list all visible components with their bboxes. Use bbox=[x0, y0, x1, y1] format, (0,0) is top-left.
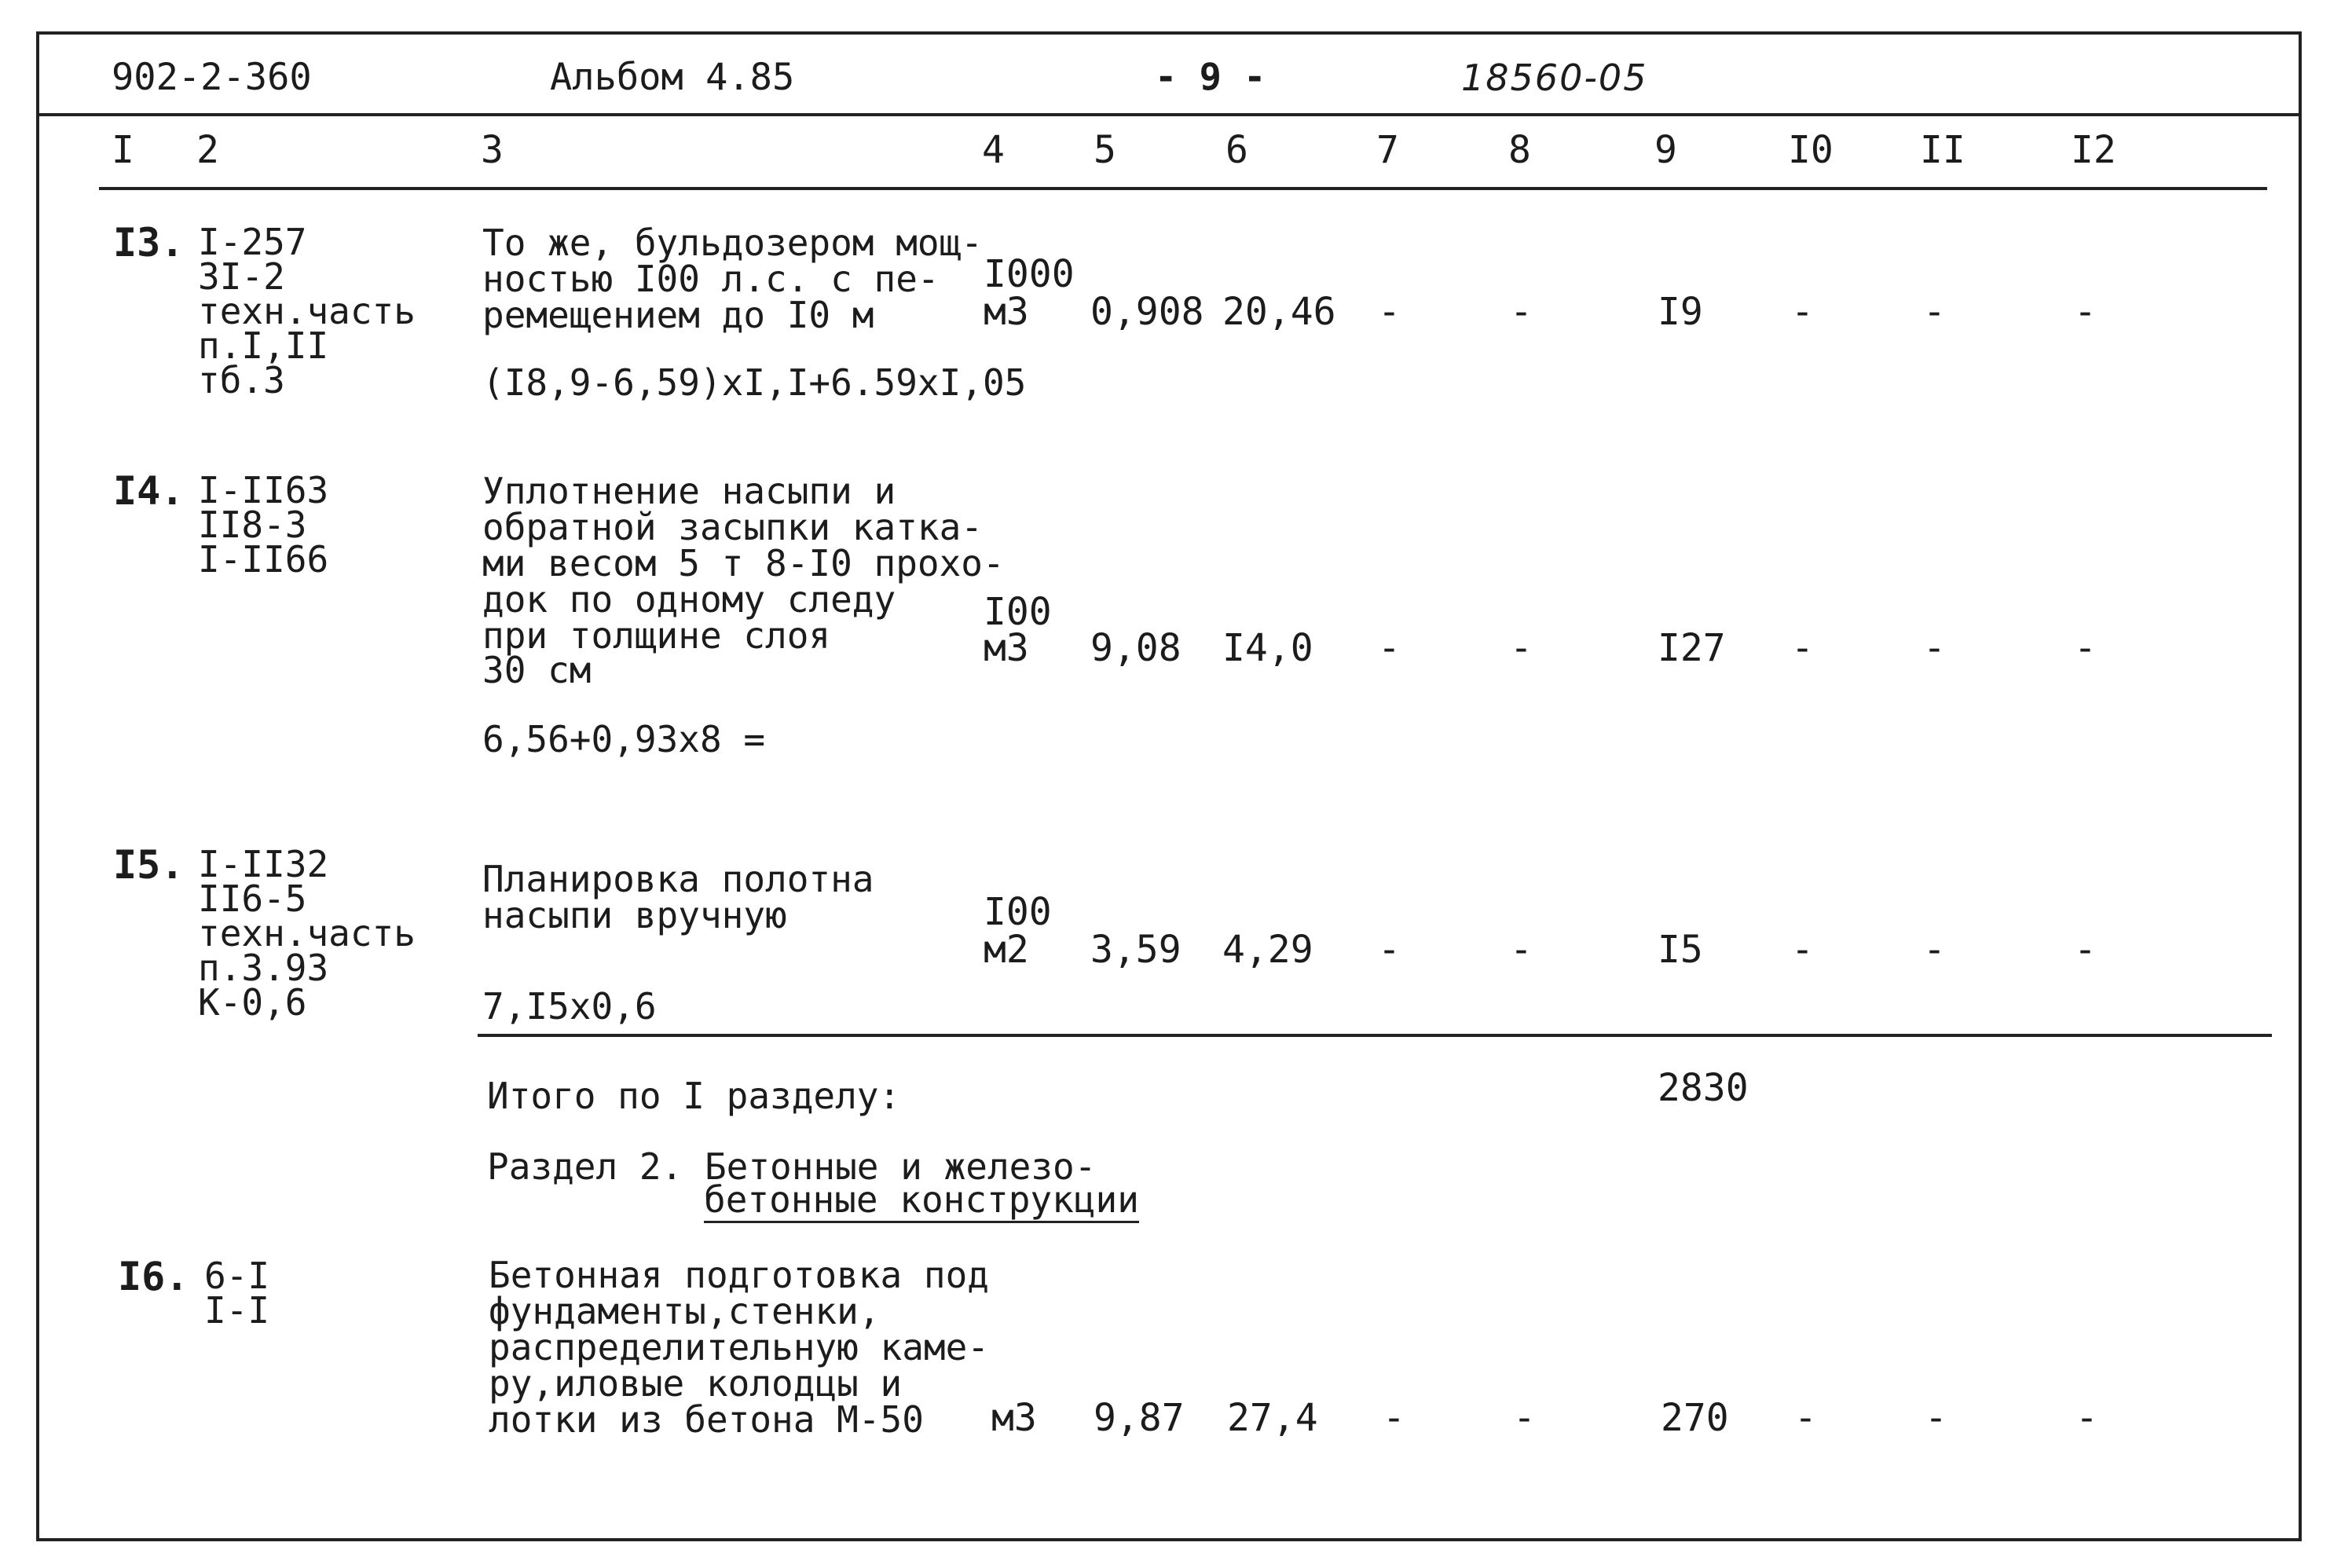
norm-code: II6-5 bbox=[198, 877, 307, 920]
column-header-3: 3 bbox=[481, 128, 504, 172]
cell-col10: - bbox=[1794, 1396, 1817, 1440]
column-header-5: 5 bbox=[1094, 128, 1116, 172]
cell-col10: - bbox=[1791, 928, 1814, 972]
calculation-formula: 7,I5x0,6 bbox=[482, 985, 657, 1028]
document-code: 902-2-360 bbox=[112, 56, 312, 99]
cell-col8: - bbox=[1510, 626, 1533, 670]
cell-col8: - bbox=[1510, 290, 1533, 334]
cell-col11: - bbox=[1923, 290, 1946, 334]
cell-col9: 270 bbox=[1661, 1396, 1729, 1440]
subtotal-divider bbox=[478, 1034, 2272, 1037]
cell-col5: 9,87 bbox=[1094, 1396, 1185, 1440]
cell-col12: - bbox=[2075, 1396, 2098, 1440]
work-description-line: ностью I00 л.с. с пе- bbox=[482, 258, 940, 300]
work-description-line: ру,иловые колодцы и bbox=[489, 1362, 903, 1405]
work-description-line: лотки из бетона М-50 bbox=[489, 1398, 924, 1441]
norm-code: тб.3 bbox=[198, 359, 285, 401]
unit-measure: м3 bbox=[984, 290, 1029, 334]
cell-col7: - bbox=[1378, 928, 1401, 972]
page-number: - 9 - bbox=[1155, 56, 1266, 99]
work-description-line: обратной засыпки катка- bbox=[482, 506, 983, 548]
norm-code: I-II32 bbox=[198, 843, 329, 885]
work-description-line: То же, бульдозером мощ- bbox=[482, 222, 983, 264]
norm-code: 3I-2 bbox=[198, 255, 285, 298]
cell-col12: - bbox=[2074, 290, 2097, 334]
unit-quantity: I000 bbox=[984, 252, 1075, 296]
work-description-line: ремещением до I0 м bbox=[482, 294, 874, 336]
cell-col7: - bbox=[1383, 1396, 1405, 1440]
unit-measure: м3 bbox=[984, 626, 1029, 670]
column-header-9: 9 bbox=[1654, 128, 1677, 172]
row-index: I6. bbox=[118, 1254, 189, 1299]
work-description-line: док по одному следу bbox=[482, 578, 896, 621]
cell-col6: 27,4 bbox=[1227, 1396, 1318, 1440]
work-description-line: распределительную каме- bbox=[489, 1326, 989, 1368]
work-description-line: ми весом 5 т 8-I0 прохо- bbox=[482, 542, 1005, 584]
column-header-8: 8 bbox=[1508, 128, 1531, 172]
cell-col8: - bbox=[1510, 928, 1533, 972]
unit-measure: м2 bbox=[984, 928, 1029, 972]
cell-col9: I9 bbox=[1658, 290, 1703, 334]
unit-quantity: I00 bbox=[984, 890, 1052, 934]
work-description-line: насыпи вручную bbox=[482, 894, 787, 936]
norm-code: I-II66 bbox=[198, 538, 329, 581]
cell-col6: 20,46 bbox=[1222, 290, 1336, 334]
column-header-4: 4 bbox=[982, 128, 1005, 172]
norm-code: п.3.93 bbox=[198, 947, 329, 989]
unit-measure: м3 bbox=[991, 1396, 1037, 1440]
norm-code: I-I bbox=[204, 1289, 270, 1332]
cell-col8: - bbox=[1513, 1396, 1536, 1440]
unit-quantity: I00 bbox=[984, 590, 1052, 634]
column-header-2: 2 bbox=[196, 128, 219, 172]
cell-col10: - bbox=[1791, 290, 1814, 334]
work-description-line: при толщине слоя bbox=[482, 614, 831, 657]
row-index: I4. bbox=[113, 468, 185, 514]
norm-code: техн.часть bbox=[198, 912, 416, 954]
cell-col12: - bbox=[2074, 626, 2097, 670]
album-label: Альбом 4.85 bbox=[550, 56, 795, 99]
column-header-1: I bbox=[112, 128, 134, 172]
cell-col11: - bbox=[1923, 928, 1946, 972]
section-title-underlined: бетонные конструкции bbox=[704, 1181, 1139, 1223]
cell-col6: I4,0 bbox=[1222, 626, 1313, 670]
calculation-formula: (I8,9-6,59)xI,I+6.59xI,05 bbox=[482, 361, 1027, 404]
cell-col7: - bbox=[1378, 290, 1401, 334]
work-description-line: фундаменты,стенки, bbox=[489, 1290, 881, 1332]
cell-col9: I27 bbox=[1658, 626, 1726, 670]
cell-col11: - bbox=[1923, 626, 1946, 670]
cell-col9: I5 bbox=[1658, 928, 1703, 972]
cell-col10: - bbox=[1791, 626, 1814, 670]
cell-col7: - bbox=[1378, 626, 1401, 670]
page-frame-bottom bbox=[36, 1538, 2302, 1541]
norm-code: техн.часть bbox=[198, 290, 416, 332]
norm-code: К-0,6 bbox=[198, 981, 307, 1024]
calculation-formula: 6,56+0,93x8 = bbox=[482, 718, 766, 760]
cell-col5: 9,08 bbox=[1090, 626, 1181, 670]
cell-col5: 0,908 bbox=[1090, 290, 1204, 334]
column-header-6: 6 bbox=[1225, 128, 1248, 172]
cell-col5: 3,59 bbox=[1090, 928, 1181, 972]
column-header-12: I2 bbox=[2071, 128, 2116, 172]
work-description-line: 30 см bbox=[482, 649, 592, 691]
column-header-7: 7 bbox=[1376, 128, 1399, 172]
cell-col6: 4,29 bbox=[1222, 928, 1313, 972]
norm-code: II8-3 bbox=[198, 504, 307, 546]
row-index: I3. bbox=[113, 220, 185, 266]
cell-col12: - bbox=[2074, 928, 2097, 972]
work-description-line: Уплотнение насыпи и bbox=[482, 470, 896, 512]
handwritten-number: 18560-05 bbox=[1461, 57, 1648, 99]
norm-code: 6-I bbox=[204, 1255, 270, 1297]
subtotal-label: Итого по I разделу: bbox=[487, 1075, 901, 1117]
column-header-divider bbox=[99, 187, 2267, 190]
column-header-10: I0 bbox=[1788, 128, 1834, 172]
section-title: Раздел 2. Бетонные и железо- bbox=[487, 1145, 1097, 1188]
subtotal-value: 2830 bbox=[1658, 1066, 1749, 1110]
norm-code: п.I,II bbox=[198, 324, 329, 367]
column-header-11: II bbox=[1920, 128, 1965, 172]
norm-code: I-257 bbox=[198, 221, 307, 263]
work-description-line: Бетонная подготовка под bbox=[489, 1254, 989, 1296]
row-index: I5. bbox=[113, 842, 185, 888]
header-divider bbox=[39, 113, 2302, 116]
cell-col11: - bbox=[1925, 1396, 1947, 1440]
work-description-line: Планировка полотна bbox=[482, 858, 874, 900]
page-frame bbox=[36, 31, 2302, 1540]
norm-code: I-II63 bbox=[198, 469, 329, 511]
